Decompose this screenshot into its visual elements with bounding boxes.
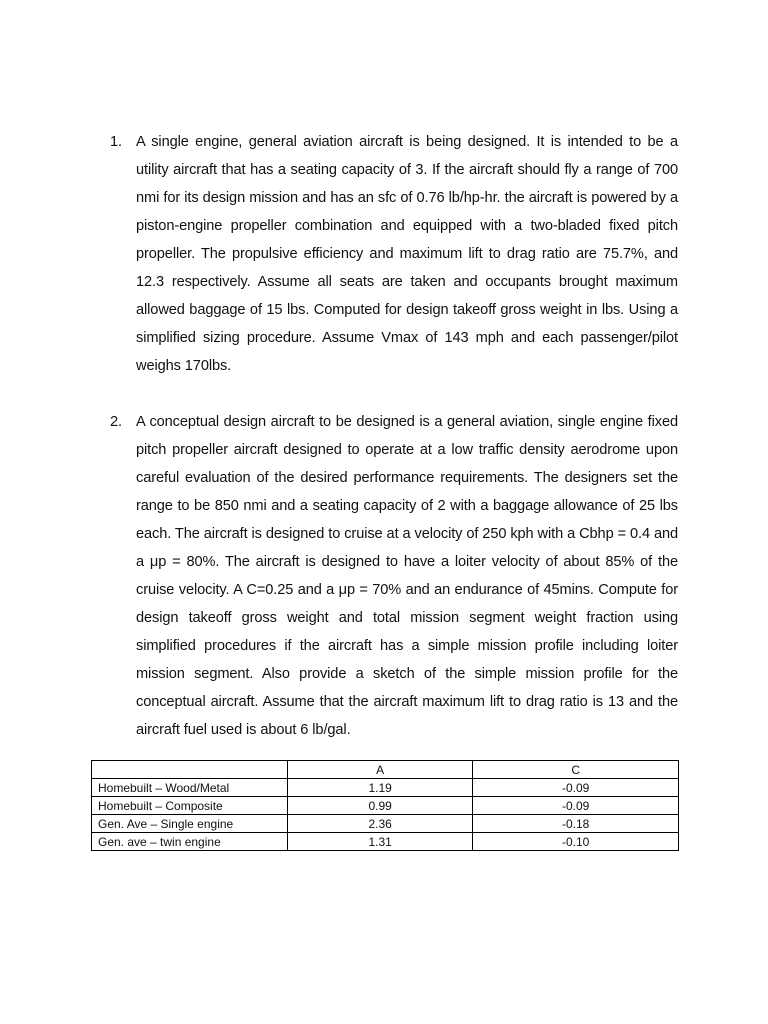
value-a: 1.19 [288,779,473,797]
table-row [92,779,679,797]
header-cell-empty [92,761,288,779]
header-cell-a: A [288,761,473,779]
row-label: Gen. ave – twin engine [92,833,288,851]
question-number: 1. [110,134,122,150]
question-number: 2. [110,414,122,430]
row-label: Homebuilt – Composite [92,797,288,815]
value-c: -0.09 [473,779,679,797]
row-label: Gen. Ave – Single engine [92,815,288,833]
coefficient-table [91,760,679,851]
question-text: A conceptual design aircraft to be designed is a general aviation, single engine fixed pitch propeller aircraft designed to operate at a low traffic density aerodrome upon careful evaluation of the desired performance requirements. The designers set the range to be 850 nmi and a seating capacity of 2 with a baggage allowance of 25 lbs each. The aircraft is designed to cruise at a velocity of 250 kph with a Cbhp = 0.4 and a μp = 80%. The aircraft is designed to have a loiter velocity of about 85% of the cruise velocity. A C=0.25 and a μp = 70% and an endurance of 45mins. Compute for design takeoff gross weight and total mission segment weight fraction using simplified procedures if the aircraft has a simple mission profile including loiter mission segment. Also provide a sketch of the simple mission profile for the conceptual aircraft. Assume that the aircraft maximum lift to drag ratio is 13 and the aircraft fuel used is about 6 lb/gal. [136,414,678,738]
header-cell-c: C [473,761,679,779]
value-a: 2.36 [288,815,473,833]
value-a: 0.99 [288,797,473,815]
table-header-row [92,761,679,779]
table-row [92,797,679,815]
question-2 [110,408,678,744]
value-c: -0.18 [473,815,679,833]
value-c: -0.09 [473,797,679,815]
value-a: 1.31 [288,833,473,851]
row-label: Homebuilt – Wood/Metal [92,779,288,797]
value-c: -0.10 [473,833,679,851]
table-row [92,833,679,851]
question-1 [110,128,678,380]
table-row [92,815,679,833]
question-text: A single engine, general aviation aircraft is being designed. It is intended to be a utility aircraft that has a seating capacity of 3. If the aircraft should fly a range of 700 nmi for its design mission and has an sfc of 0.76 lb/hp-hr. the aircraft is powered by a piston-engine propeller combination and equipped with a two-bladed fixed pitch propeller. The propulsive efficiency and maximum lift to drag ratio are 75.7%, and 12.3 respectively. Assume all seats are taken and occupants brought maximum allowed baggage of 15 lbs. Computed for design takeoff gross weight in lbs. Using a simplified sizing procedure. Assume Vmax of 143 mph and each passenger/pilot weighs 170lbs. [136,134,678,374]
